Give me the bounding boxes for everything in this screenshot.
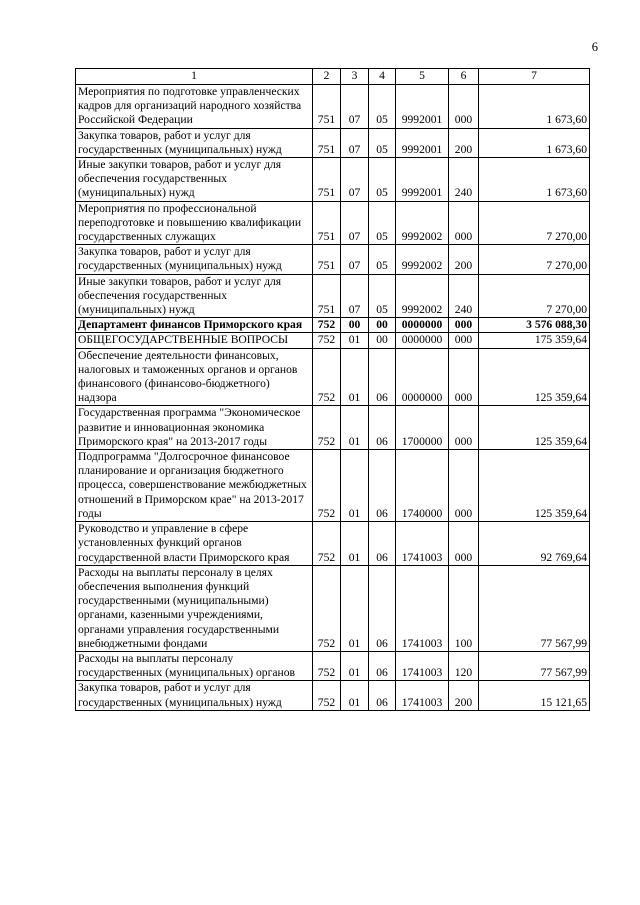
row-amount: 125 359,64 — [479, 406, 590, 450]
header-col-5: 5 — [396, 69, 449, 85]
row-target-article-code: 1700000 — [396, 406, 449, 450]
table-row — [76, 128, 590, 157]
row-department-code: 751 — [313, 245, 341, 274]
row-department-code: 751 — [313, 274, 341, 318]
row-description: Закупка товаров, работ и услуг для государственных (муниципальных) нужд — [76, 128, 313, 157]
row-section-code: 07 — [341, 128, 369, 157]
row-target-article-code: 1741003 — [396, 681, 449, 710]
row-description: Закупка товаров, работ и услуг для государственных (муниципальных) нужд — [76, 681, 313, 710]
row-section-code: 07 — [341, 274, 369, 318]
row-department-code: 751 — [313, 128, 341, 157]
row-section-code: 01 — [341, 333, 369, 348]
table-row — [76, 651, 590, 680]
row-department-code: 752 — [313, 565, 341, 651]
table-row — [76, 406, 590, 450]
row-subsection-code: 05 — [369, 245, 396, 274]
row-target-article-code: 1741003 — [396, 565, 449, 651]
table-row — [76, 450, 590, 522]
row-section-code: 00 — [341, 318, 369, 333]
row-subsection-code: 05 — [369, 128, 396, 157]
row-expense-type-code: 200 — [449, 681, 479, 710]
row-amount: 7 270,00 — [479, 274, 590, 318]
row-expense-type-code: 120 — [449, 651, 479, 680]
row-department-code: 752 — [313, 651, 341, 680]
row-amount: 3 576 088,30 — [479, 318, 590, 333]
row-amount: 1 673,60 — [479, 158, 590, 202]
row-description: Иные закупки товаров, работ и услуг для обеспечения государственных (муниципальных) нужд — [76, 158, 313, 202]
row-expense-type-code: 000 — [449, 318, 479, 333]
row-expense-type-code: 100 — [449, 565, 479, 651]
header-col-3: 3 — [341, 69, 369, 85]
row-subsection-code: 06 — [369, 681, 396, 710]
row-target-article-code: 1740000 — [396, 450, 449, 522]
row-subsection-code: 05 — [369, 158, 396, 202]
row-department-code: 752 — [313, 333, 341, 348]
row-expense-type-code: 200 — [449, 245, 479, 274]
row-section-code: 01 — [341, 450, 369, 522]
row-target-article-code: 9992002 — [396, 201, 449, 245]
row-amount: 7 270,00 — [479, 245, 590, 274]
header-col-2: 2 — [313, 69, 341, 85]
row-section-code: 01 — [341, 522, 369, 566]
row-subsection-code: 06 — [369, 348, 396, 406]
row-subsection-code: 06 — [369, 565, 396, 651]
row-description: Государственная программа "Экономическое развитие и инновационная экономика Приморского края" на 2013-2017 годы — [76, 406, 313, 450]
row-target-article-code: 0000000 — [396, 318, 449, 333]
row-expense-type-code: 000 — [449, 85, 479, 129]
row-department-code: 752 — [313, 348, 341, 406]
row-section-code: 01 — [341, 406, 369, 450]
row-subsection-code: 05 — [369, 201, 396, 245]
table-body — [76, 85, 590, 711]
row-amount: 125 359,64 — [479, 450, 590, 522]
row-department-code: 752 — [313, 318, 341, 333]
page-number: 6 — [591, 40, 598, 54]
header-col-7: 7 — [479, 69, 590, 85]
row-expense-type-code: 200 — [449, 128, 479, 157]
table-row — [76, 318, 590, 333]
row-expense-type-code: 000 — [449, 201, 479, 245]
row-expense-type-code: 000 — [449, 450, 479, 522]
row-description: ОБЩЕГОСУДАРСТВЕННЫЕ ВОПРОСЫ — [76, 333, 313, 348]
table-row — [76, 245, 590, 274]
row-target-article-code: 1741003 — [396, 651, 449, 680]
row-section-code: 07 — [341, 85, 369, 129]
row-description: Департамент финансов Приморского края — [76, 318, 313, 333]
table-row — [76, 201, 590, 245]
row-amount: 77 567,99 — [479, 651, 590, 680]
row-target-article-code: 9992002 — [396, 274, 449, 318]
row-section-code: 07 — [341, 158, 369, 202]
row-subsection-code: 06 — [369, 450, 396, 522]
table-row — [76, 158, 590, 202]
row-subsection-code: 05 — [369, 85, 396, 129]
row-subsection-code: 05 — [369, 274, 396, 318]
table-row — [76, 85, 590, 129]
row-subsection-code: 00 — [369, 318, 396, 333]
row-expense-type-code: 000 — [449, 406, 479, 450]
header-col-4: 4 — [369, 69, 396, 85]
row-target-article-code: 9992001 — [396, 158, 449, 202]
row-description: Мероприятия по подготовке управленческих кадров для организаций народного хозяйства Российской Федерации — [76, 85, 313, 129]
row-amount: 1 673,60 — [479, 128, 590, 157]
row-description: Руководство и управление в сфере установленных функций органов государственной власти Приморского края — [76, 522, 313, 566]
row-section-code: 07 — [341, 201, 369, 245]
row-description: Обеспечение деятельности финансовых, налоговых и таможенных органов и органов финансового (финансово-бюджетного) надзора — [76, 348, 313, 406]
row-subsection-code: 06 — [369, 406, 396, 450]
row-subsection-code: 00 — [369, 333, 396, 348]
row-department-code: 752 — [313, 522, 341, 566]
row-expense-type-code: 000 — [449, 348, 479, 406]
row-expense-type-code: 240 — [449, 158, 479, 202]
row-department-code: 751 — [313, 201, 341, 245]
row-subsection-code: 06 — [369, 651, 396, 680]
row-department-code: 752 — [313, 406, 341, 450]
table-row — [76, 274, 590, 318]
row-expense-type-code: 000 — [449, 522, 479, 566]
table-row — [76, 348, 590, 406]
row-target-article-code: 0000000 — [396, 333, 449, 348]
row-amount: 7 270,00 — [479, 201, 590, 245]
row-subsection-code: 06 — [369, 522, 396, 566]
row-amount: 125 359,64 — [479, 348, 590, 406]
row-section-code: 01 — [341, 348, 369, 406]
row-target-article-code: 9992002 — [396, 245, 449, 274]
row-description: Подпрограмма "Долгосрочное финансовое планирование и организация бюджетного процесса, совершенствование межбюджетных отношений в Приморском крае" на 2013-2017 годы — [76, 450, 313, 522]
row-target-article-code: 9992001 — [396, 85, 449, 129]
row-description: Мероприятия по профессиональной переподготовке и повышению квалификации государственных служащих — [76, 201, 313, 245]
row-target-article-code: 9992001 — [396, 128, 449, 157]
row-target-article-code: 0000000 — [396, 348, 449, 406]
row-amount: 92 769,64 — [479, 522, 590, 566]
row-expense-type-code: 000 — [449, 333, 479, 348]
row-amount: 15 121,65 — [479, 681, 590, 710]
row-description: Иные закупки товаров, работ и услуг для обеспечения государственных (муниципальных) нужд — [76, 274, 313, 318]
table-row — [76, 681, 590, 710]
row-section-code: 01 — [341, 681, 369, 710]
row-description: Закупка товаров, работ и услуг для государственных (муниципальных) нужд — [76, 245, 313, 274]
row-description: Расходы на выплаты персоналу в целях обеспечения выполнения функций государственными (муниципальными) органами, казенными учреждениями, органами управления государственными внебюджетными фондами — [76, 565, 313, 651]
budget-table — [75, 68, 590, 711]
row-department-code: 752 — [313, 450, 341, 522]
header-col-6: 6 — [449, 69, 479, 85]
table-row — [76, 333, 590, 348]
row-amount: 175 359,64 — [479, 333, 590, 348]
row-amount: 1 673,60 — [479, 85, 590, 129]
row-section-code: 01 — [341, 651, 369, 680]
row-section-code: 01 — [341, 565, 369, 651]
header-col-1: 1 — [76, 69, 313, 85]
header-row — [76, 69, 590, 85]
row-department-code: 752 — [313, 681, 341, 710]
row-amount: 77 567,99 — [479, 565, 590, 651]
row-department-code: 751 — [313, 158, 341, 202]
row-target-article-code: 1741003 — [396, 522, 449, 566]
row-section-code: 07 — [341, 245, 369, 274]
table-row — [76, 565, 590, 651]
row-expense-type-code: 240 — [449, 274, 479, 318]
table-row — [76, 522, 590, 566]
row-description: Расходы на выплаты персоналу государственных (муниципальных) органов — [76, 651, 313, 680]
row-department-code: 751 — [313, 85, 341, 129]
